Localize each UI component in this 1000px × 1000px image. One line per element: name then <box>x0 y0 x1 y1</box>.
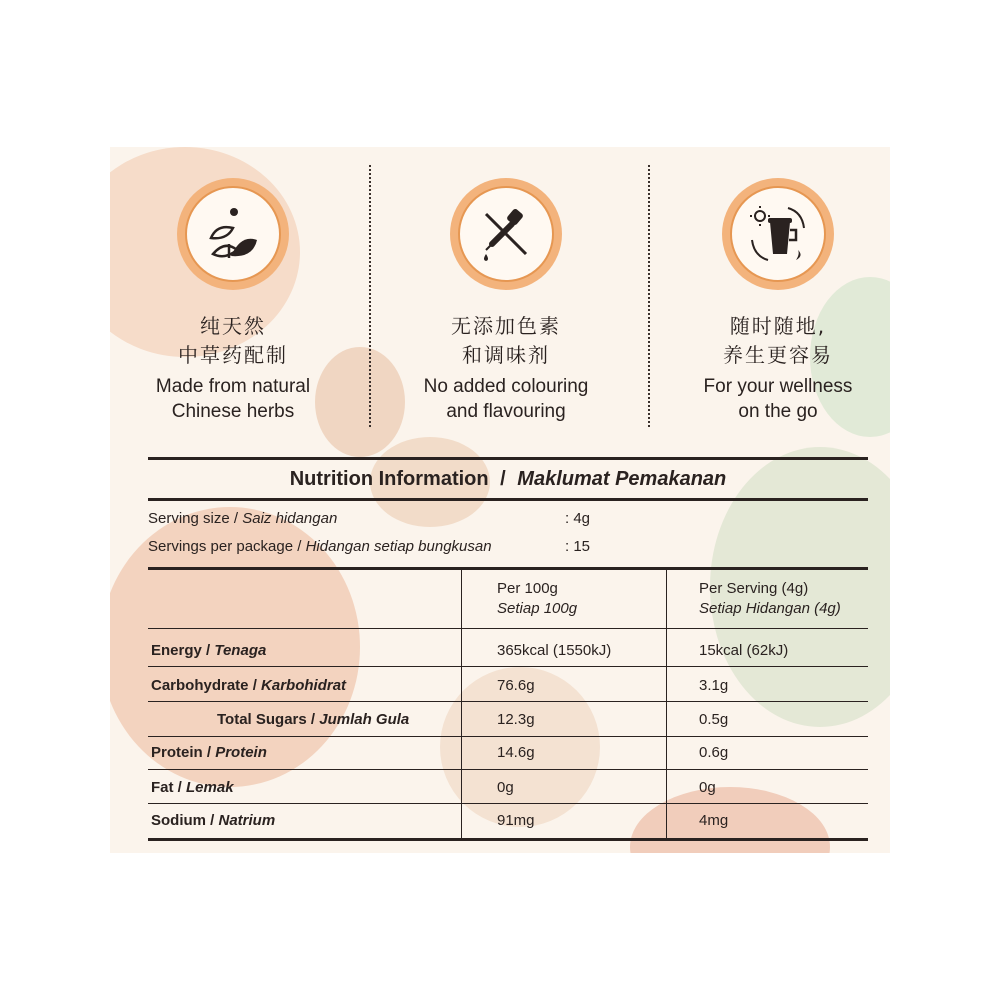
row-rule <box>148 666 868 667</box>
nutrition-title <box>148 460 868 498</box>
column-divider <box>461 568 462 838</box>
feature-on-the-go <box>648 178 908 424</box>
feature-title-en: For your wellness <box>703 376 853 397</box>
row-label-energy: Energy / Tenaga <box>151 642 267 659</box>
dropper-badge <box>450 178 562 290</box>
col-per-100g-header: Per 100g Setiap 100g <box>497 580 578 617</box>
nutrition-title-sep: / <box>500 468 506 490</box>
feature-title-en-2: and flavouring <box>446 401 566 422</box>
col-per-serving-header: Per Serving (4g) Setiap Hidangan (4g) <box>699 580 841 617</box>
fat-per100: 0g <box>497 779 514 796</box>
feature-title-cn-2: 中草药配制 <box>178 343 288 367</box>
feature-title-cn: 随时随地, <box>729 314 827 338</box>
row-rule <box>148 803 868 804</box>
column-divider <box>666 568 667 838</box>
nutrition-title-en: Nutrition Information <box>289 468 489 490</box>
row-rule <box>148 736 868 737</box>
cup-badge <box>722 178 834 290</box>
row-rule <box>148 701 868 702</box>
feature-title-en: Made from natural <box>155 376 311 397</box>
feature-title-cn: 纯天然 <box>200 314 266 338</box>
bg-blob <box>630 787 830 853</box>
sodium-perserving: 4mg <box>699 812 729 829</box>
serving-size-value: : 4g <box>565 510 591 527</box>
sodium-per100: 91mg <box>497 812 535 829</box>
servings-per-package-label: Servings per package / Hidangan setiap bungkusan <box>148 538 492 555</box>
row-rule <box>148 769 868 770</box>
row-label-carbohydrate: Carbohydrate / Karbohidrat <box>151 677 347 694</box>
no-dropper-icon <box>476 204 536 264</box>
carbohydrate-perserving: 3.1g <box>699 677 729 694</box>
nutrition-title-ms: Maklumat Pemakanan <box>517 468 727 490</box>
row-label-protein: Protein / Protein <box>151 744 267 761</box>
feature-title-cn: 无添加色素 <box>451 314 561 338</box>
energy-perserving: 15kcal (62kJ) <box>699 642 789 659</box>
carbohydrate-per100: 76.6g <box>497 677 535 694</box>
energy-per100: 365kcal (1550kJ) <box>497 642 612 659</box>
herb-badge <box>177 178 289 290</box>
feature-title-en-2: on the go <box>738 401 818 422</box>
row-rule <box>148 628 868 629</box>
feature-title-en-2: Chinese herbs <box>171 401 295 422</box>
protein-per100: 14.6g <box>497 744 535 761</box>
row-label-sodium: Sodium / Natrium <box>151 812 276 829</box>
feature-title-cn-2: 和调味剂 <box>462 343 550 367</box>
fat-perserving: 0g <box>699 779 716 796</box>
feature-title-en: No added colouring <box>423 376 589 397</box>
row-label-fat: Fat / Lemak <box>151 779 234 796</box>
feature-no-additives <box>376 178 636 424</box>
header-top-rule <box>148 567 868 570</box>
row-label-total-sugars: Total Sugars / Jumlah Gula <box>217 711 410 728</box>
total-sugars-perserving: 0.5g <box>699 711 729 728</box>
herb-leaves-icon <box>203 204 263 264</box>
feature-divider <box>369 165 371 427</box>
travel-cup-icon <box>746 202 810 266</box>
title-rule <box>148 498 868 501</box>
protein-perserving: 0.6g <box>699 744 729 761</box>
serving-size-label: Serving size / Saiz hidangan <box>148 510 338 527</box>
servings-per-package-value: : 15 <box>565 538 591 555</box>
table-bottom-rule <box>148 838 868 841</box>
feature-title-cn-2: 养生更容易 <box>723 343 833 367</box>
feature-natural-herbs <box>103 178 363 424</box>
total-sugars-per100: 12.3g <box>497 711 535 728</box>
